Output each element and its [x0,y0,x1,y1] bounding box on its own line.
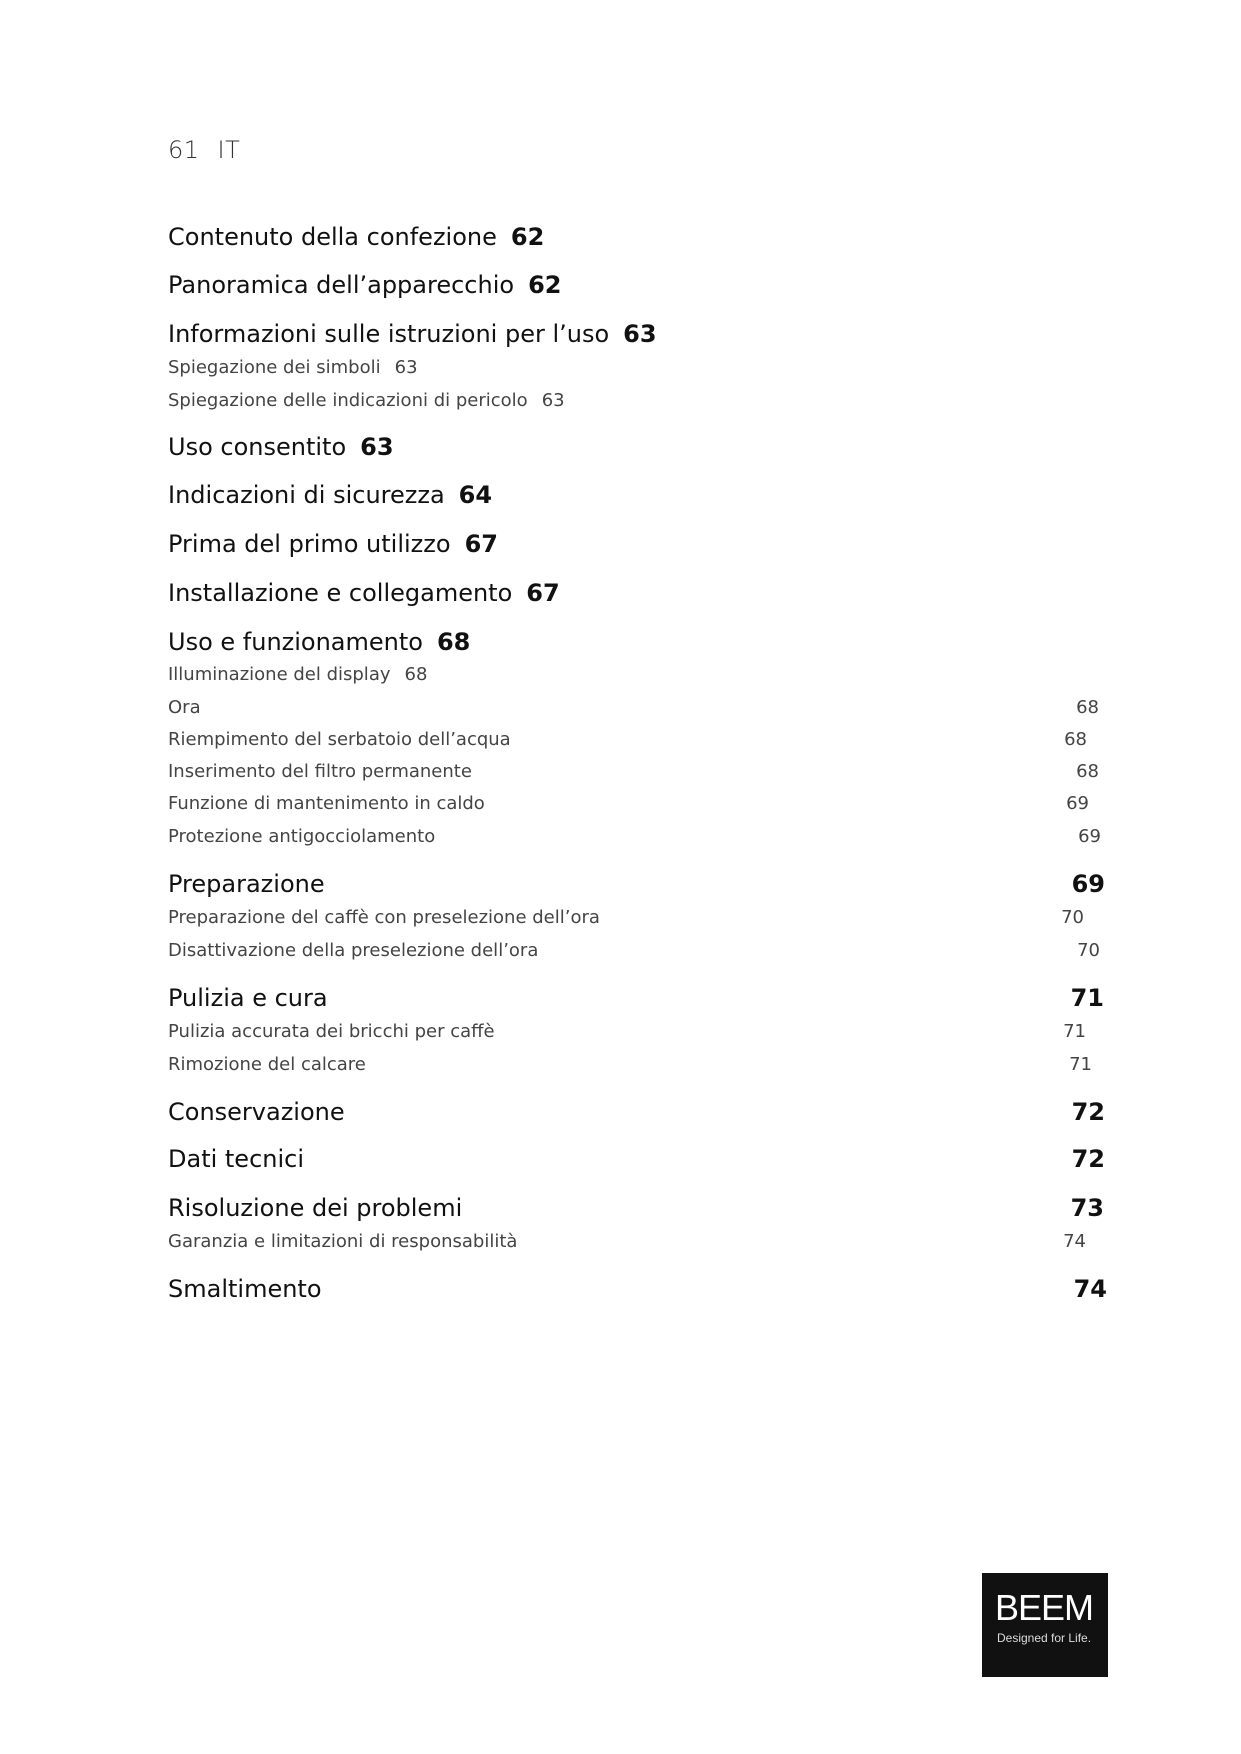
toc-subentry[interactable] [168,792,1089,816]
toc-entry[interactable] [168,578,560,608]
toc-page: 63 [541,390,565,411]
toc-page: 67 [526,579,560,607]
toc-label: Risoluzione dei problemi [168,1194,463,1222]
toc-entry[interactable] [168,1144,1105,1174]
toc-page: 73 [1070,1194,1104,1222]
toc-label: Spiegazione delle indicazioni di pericolo [168,390,528,411]
toc-page: 71 [1070,984,1104,1012]
toc-subentry[interactable] [168,825,1101,849]
toc-entry[interactable] [168,480,492,510]
toc-subentry[interactable] [168,906,1084,930]
toc-entry[interactable] [168,1193,1104,1223]
toc-subentry[interactable] [168,356,418,380]
toc-label: Prima del primo utilizzo [168,530,451,558]
toc-page: 68 [404,664,428,685]
toc-page: 62 [510,223,545,251]
toc-page: 68 [1076,697,1099,718]
toc-label: Illuminazione del display [168,664,391,685]
toc-label: Rimozione del calcare [168,1054,366,1075]
toc-page: 74 [1073,1275,1107,1303]
toc-label: Uso consentito [168,433,347,461]
toc-page: 63 [360,433,394,461]
toc-label: Smaltimento [168,1275,322,1303]
toc-page: 71 [1063,1021,1086,1042]
toc-subentry[interactable] [168,939,1100,963]
toc-label: Ora [168,697,201,718]
toc-label: Dati tecnici [168,1145,305,1173]
toc-entry[interactable] [168,983,1104,1013]
toc-page: 70 [1061,907,1084,928]
toc-entry[interactable] [168,270,561,300]
toc-page: 72 [1071,1145,1105,1173]
logo-wordmark: BEEM [995,1587,1094,1628]
toc-label: Pulizia e cura [168,984,328,1012]
toc-subentry[interactable] [168,728,1087,752]
toc-entry[interactable] [168,432,394,462]
toc-label: Disattivazione della preselezione dell’ora [168,940,539,961]
toc-page: 71 [1069,1054,1092,1075]
toc-entry[interactable] [168,1097,1105,1127]
toc-subentry[interactable] [168,760,1099,784]
page-number: 61 [168,136,200,164]
toc-page: 70 [1077,940,1100,961]
toc-label: Riempimento del serbatoio dell’acqua [168,729,511,750]
logo-tagline: Designed for Life. [997,1631,1092,1645]
toc-label: Pulizia accurata dei bricchi per caffè [168,1021,495,1042]
toc-page: 63 [623,320,657,348]
toc-label: Installazione e collegamento [168,579,513,607]
toc-label: Conservazione [168,1098,345,1126]
toc-page: 68 [1064,729,1087,750]
toc-label: Informazioni sulle istruzioni per l’uso [168,320,610,348]
toc-subentry[interactable] [168,1020,1086,1044]
toc-entry[interactable] [168,319,657,349]
toc-page: 67 [464,530,498,558]
toc-label: Indicazioni di sicurezza [168,481,445,509]
toc-page: 72 [1071,1098,1105,1126]
toc-label: Funzione di mantenimento in caldo [168,793,485,814]
toc-label: Preparazione del caffè con preselezione dell’ora [168,907,600,928]
toc-page: 69 [1078,826,1101,847]
brand-logo [982,1573,1108,1677]
toc-subentry[interactable] [168,696,1099,720]
toc-page: 69 [1071,870,1105,898]
toc-label: Spiegazione dei simboli [168,357,381,378]
toc-label: Panoramica dell’apparecchio [168,271,515,299]
toc-subentry[interactable] [168,1053,1092,1077]
toc-entry[interactable] [168,222,544,252]
toc-entry[interactable] [168,1274,1107,1304]
toc-page: 64 [458,481,493,509]
toc-subentry[interactable] [168,1230,1086,1254]
toc-subentry[interactable] [168,389,565,413]
toc-page: 68 [436,628,471,656]
toc-label: Inserimento del filtro permanente [168,761,472,782]
toc-entry[interactable] [168,627,470,657]
toc-label: Protezione antigocciolamento [168,826,436,847]
toc-label: Preparazione [168,870,325,898]
toc-subentry[interactable] [168,663,427,687]
toc-label: Uso e funzionamento [168,628,423,656]
toc-entry[interactable] [168,529,498,559]
toc-page: 69 [1066,793,1089,814]
toc-label: Garanzia e limitazioni di responsabilità [168,1231,518,1252]
toc-label: Contenuto della confezione [168,223,497,251]
toc-entry[interactable] [168,869,1105,899]
toc-page: 68 [1076,761,1099,782]
page-header [168,136,240,164]
toc-page: 74 [1063,1231,1086,1252]
language-code: IT [217,136,241,164]
toc-page: 62 [528,271,562,299]
toc-page: 63 [394,357,418,378]
